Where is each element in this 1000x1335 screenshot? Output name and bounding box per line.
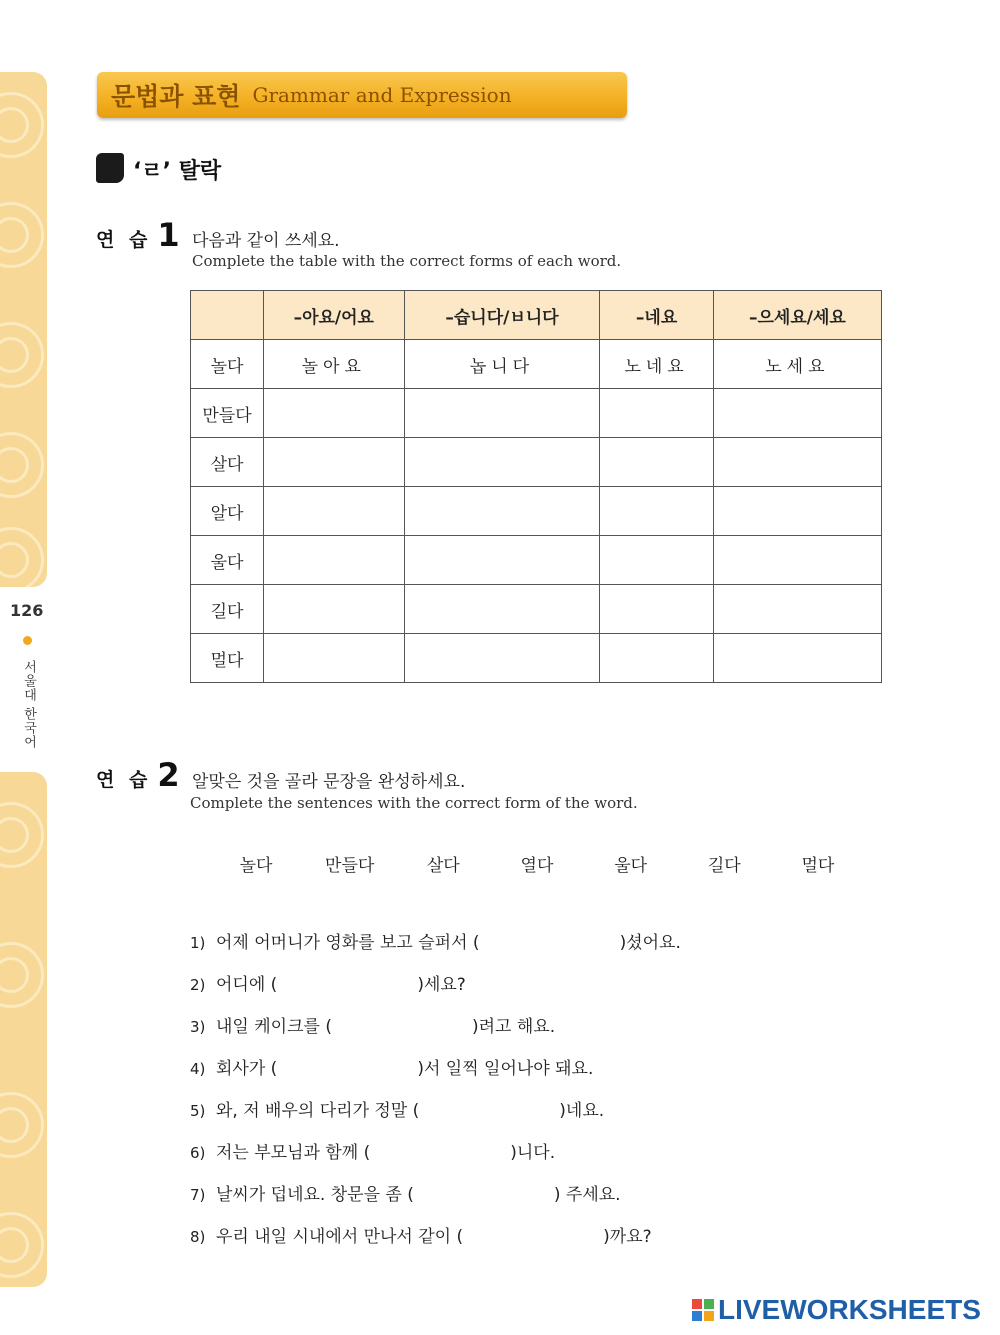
swirl-pattern-icon [0, 92, 44, 158]
answer-cell[interactable] [713, 585, 881, 634]
exercise-label-number: 1 [157, 216, 180, 254]
sentence-after: )셨어요. [619, 933, 681, 953]
header-title-ko: 문법과 표현 [111, 82, 241, 111]
table-header-cell: –아요/어요 [264, 291, 405, 340]
answer-cell[interactable]: 놉니다 [404, 340, 600, 389]
answer-cell[interactable] [404, 389, 600, 438]
answer-cell[interactable] [713, 634, 881, 683]
table-row [191, 389, 882, 438]
liveworksheets-logo [692, 1294, 981, 1326]
exercise-label-word: 연 습 [96, 229, 152, 251]
answer-cell[interactable] [600, 536, 713, 585]
sentence-after: )세요? [417, 975, 466, 995]
verb-cell: 살다 [191, 438, 264, 487]
sentence-before: 우리 내일 시내에서 만나서 같이 ( [216, 1227, 464, 1247]
sentence-before: 내일 케이크를 ( [216, 1017, 332, 1037]
answer-cell[interactable] [713, 389, 881, 438]
answer-blank[interactable] [277, 970, 417, 990]
sentence-item [190, 1096, 604, 1121]
answer-cell[interactable] [600, 389, 713, 438]
table-row [191, 634, 882, 683]
exercise-1-label [96, 216, 180, 254]
answer-blank[interactable] [463, 1222, 603, 1242]
exercise-2-label [96, 756, 180, 794]
sentence-before: 날씨가 덥네요. 창문을 좀 ( [216, 1185, 414, 1205]
verb-cell: 길다 [191, 585, 264, 634]
swirl-pattern-icon [0, 432, 44, 498]
answer-cell[interactable] [713, 536, 881, 585]
answer-cell[interactable] [713, 438, 881, 487]
answer-cell[interactable] [600, 438, 713, 487]
answer-cell[interactable] [264, 389, 405, 438]
answer-cell[interactable]: 노네요 [600, 340, 713, 389]
table-row [191, 487, 882, 536]
word-bank-item: 만들다 [325, 856, 375, 876]
sentence-item [190, 1222, 652, 1247]
answer-cell[interactable] [404, 585, 600, 634]
word-bank-item: 울다 [614, 856, 648, 876]
side-decoration-bottom [0, 772, 47, 1287]
swirl-pattern-icon [0, 527, 44, 587]
table-row [191, 585, 882, 634]
answer-blank[interactable] [277, 1054, 417, 1074]
answer-cell[interactable] [600, 487, 713, 536]
exercise-2-instruction-ko: 알맞은 것을 골라 문장을 완성하세요. [192, 772, 466, 792]
answer-cell[interactable] [264, 536, 405, 585]
answer-blank[interactable] [370, 1138, 510, 1158]
section-title: ‘ㄹ’ 탈락 [133, 159, 222, 184]
word-bank-item: 멀다 [801, 856, 835, 876]
header-title-en: Grammar and Expression [252, 83, 512, 107]
answer-cell[interactable] [404, 438, 600, 487]
table-row [191, 438, 882, 487]
verb-cell: 놀다 [191, 340, 264, 389]
sentence-item [190, 928, 681, 953]
verb-cell: 알다 [191, 487, 264, 536]
sentence-number: 8) [190, 1228, 206, 1246]
answer-cell[interactable] [264, 438, 405, 487]
sentence-item [190, 1012, 555, 1037]
sentence-number: 2) [190, 976, 206, 994]
answer-cell[interactable]: 놀아요 [264, 340, 405, 389]
logo-text: LIVEWORKSHEETS [718, 1294, 981, 1325]
exercise-label-word: 연 습 [96, 769, 152, 791]
sentence-before: 어디에 ( [216, 975, 278, 995]
conjugation-table [190, 290, 882, 683]
side-decoration-top [0, 72, 47, 587]
sentence-number: 6) [190, 1144, 206, 1162]
sentence-item [190, 1138, 555, 1163]
answer-cell[interactable] [264, 634, 405, 683]
page-number: 126 [10, 601, 44, 620]
sentence-number: 5) [190, 1102, 206, 1120]
sentence-number: 1) [190, 934, 206, 952]
swirl-pattern-icon [0, 802, 44, 868]
sentence-before: 저는 부모님과 함께 ( [216, 1143, 371, 1163]
section-marker-icon [96, 153, 124, 183]
answer-cell[interactable] [404, 634, 600, 683]
sentence-number: 3) [190, 1018, 206, 1036]
swirl-pattern-icon [0, 1212, 44, 1278]
table-header-cell: –네요 [600, 291, 713, 340]
page-dot-icon [23, 636, 32, 645]
sentence-number: 7) [190, 1186, 206, 1204]
word-bank-item: 놀다 [239, 856, 273, 876]
word-bank-item: 열다 [520, 856, 554, 876]
exercise-label-number: 2 [157, 756, 180, 794]
sentence-after: )네요. [559, 1101, 605, 1121]
sentence-before: 어제 어머니가 영화를 보고 슬퍼서 ( [216, 933, 480, 953]
sentence-before: 와, 저 배우의 다리가 정말 ( [216, 1101, 420, 1121]
book-title: 서울대 한국어 [21, 660, 36, 750]
word-bank-item: 살다 [426, 856, 460, 876]
answer-cell[interactable] [404, 487, 600, 536]
sentence-number: 4) [190, 1060, 206, 1078]
sentence-item [190, 970, 466, 995]
swirl-pattern-icon [0, 1092, 44, 1158]
answer-blank[interactable] [414, 1180, 554, 1200]
answer-blank[interactable] [419, 1096, 559, 1116]
swirl-pattern-icon [0, 322, 44, 388]
exercise-2-instruction-en: Complete the sentences with the correct form of the word. [190, 794, 638, 812]
sentence-item [190, 1054, 593, 1079]
verb-cell: 멀다 [191, 634, 264, 683]
verb-cell: 만들다 [191, 389, 264, 438]
header-banner [97, 72, 627, 118]
answer-cell[interactable] [264, 487, 405, 536]
table-header-cell [191, 291, 264, 340]
answer-cell[interactable] [600, 634, 713, 683]
answer-cell[interactable]: 노세요 [713, 340, 881, 389]
sentence-after: )까요? [603, 1227, 652, 1247]
sentence-item [190, 1180, 621, 1205]
answer-cell[interactable] [404, 536, 600, 585]
sentence-after: )려고 해요. [471, 1017, 556, 1037]
verb-cell: 울다 [191, 536, 264, 585]
answer-cell[interactable] [600, 585, 713, 634]
word-bank [212, 851, 862, 876]
table-header-cell: –으세요/세요 [713, 291, 881, 340]
table-header-cell: –습니다/ㅂ니다 [404, 291, 600, 340]
table-row [191, 536, 882, 585]
sentence-after: )서 일찍 일어나야 돼요. [417, 1059, 594, 1079]
answer-blank[interactable] [480, 928, 620, 948]
swirl-pattern-icon [0, 942, 44, 1008]
word-bank-item: 길다 [707, 856, 741, 876]
sentence-after: )니다. [510, 1143, 556, 1163]
answer-blank[interactable] [332, 1012, 472, 1032]
answer-cell[interactable] [713, 487, 881, 536]
sentence-after: ) 주세요. [553, 1185, 621, 1205]
table-row [191, 340, 882, 389]
logo-mark-icon [692, 1299, 714, 1321]
exercise-1-instruction-ko: 다음과 같이 쓰세요. [192, 231, 340, 251]
swirl-pattern-icon [0, 202, 44, 268]
exercise-1-instruction-en: Complete the table with the correct forms of each word. [192, 252, 622, 270]
answer-cell[interactable] [264, 585, 405, 634]
sentence-before: 회사가 ( [216, 1059, 278, 1079]
table-header-row [191, 291, 882, 340]
